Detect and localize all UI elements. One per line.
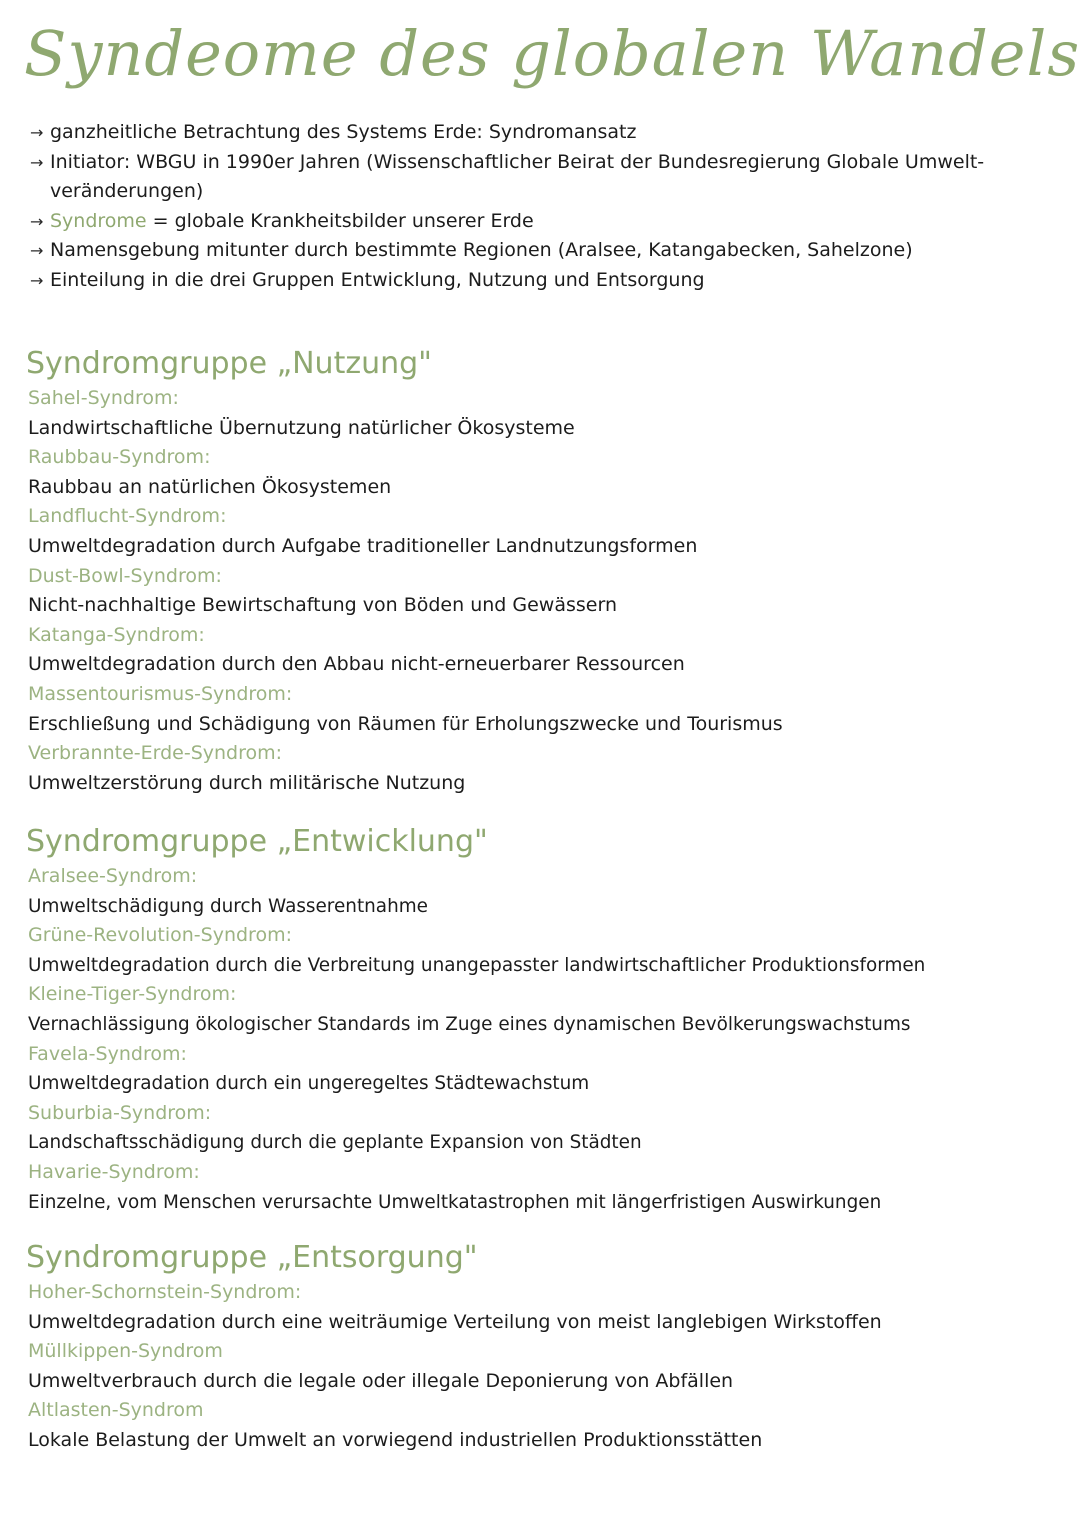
syndrome-description: Einzelne, vom Menschen verursachte Umweltkatastrophen mit längerfristigen Auswirkungen: [28, 1191, 882, 1213]
group-title: Syndromgruppe „Entsorgung": [26, 1240, 478, 1275]
intro-item: → Namensgebung mitunter durch bestimmte Regionen (Aralsee, Katangabecken, Sahelzone): [30, 236, 1065, 266]
syndrome-name: Verbrannte-Erde-Syndrom:: [28, 742, 283, 765]
syndrome-description: Umweltdegradation durch die Verbreitung unangepasster landwirtschaftlicher Produktionsformen: [28, 954, 926, 976]
arrow-right-icon: →: [30, 270, 44, 290]
arrow-right-icon: →: [30, 123, 44, 142]
syndrome-name: Havarie-Syndrom:: [28, 1160, 200, 1183]
syndrome-description: Umweltdegradation durch eine weiträumige Verteilung von meist langlebigen Wirkstoffen: [28, 1310, 882, 1333]
syndrome-description: Umweltdegradation durch den Abbau nicht-erneuerbarer Ressourcen: [28, 653, 685, 676]
syndrome-name: Suburbia-Syndrom:: [28, 1101, 212, 1124]
highlight-term: Syndrome: [50, 209, 147, 232]
intro-list: [30, 118, 1065, 295]
syndrome-description: Erschließung und Schädigung von Räumen für Erholungszwecke und Tourismus: [28, 712, 783, 735]
syndrome-name: Hoher-Schornstein-Syndrom:: [28, 1281, 302, 1303]
intro-item: → Syndrome = globale Krankheitsbilder unserer Erde: [30, 207, 1065, 237]
syndrome-description: Umweltschädigung durch Wasserentnahme: [28, 895, 428, 917]
syndrome-description: Nicht-nachhaltige Bewirtschaftung von Böden und Gewässern: [28, 594, 617, 617]
syndrome-description: Umweltdegradation durch Aufgabe traditioneller Landnutzungsformen: [28, 534, 698, 557]
intro-item: → Einteilung in die drei Gruppen Entwicklung, Nutzung und Entsorgung: [30, 266, 1065, 296]
syndrome-name: Raubbau-Syndrom:: [28, 446, 211, 469]
syndrome-description: Lokale Belastung der Umwelt an vorwiegend industriellen Produktionsstätten: [28, 1428, 763, 1451]
syndrome-name: Aralsee-Syndrom:: [28, 865, 198, 887]
syndrome-name: Grüne-Revolution-Syndrom:: [28, 924, 292, 947]
syndrome-group-nutzung: [26, 344, 1066, 798]
syndrome-name: Landflucht-Syndrom:: [28, 505, 227, 528]
syndrome-group-entsorgung: [26, 1238, 1066, 1456]
arrow-right-icon: →: [30, 241, 44, 261]
syndrome-group-entwicklung: [26, 822, 1066, 1217]
syndrome-description: Umweltzerstörung durch militärische Nutzung: [28, 771, 466, 794]
syndrome-name: Sahel-Syndrom:: [28, 387, 179, 409]
syndrome-name: Altlasten-Syndrom: [28, 1399, 204, 1422]
intro-item: → ganzheitliche Betrachtung des Systems Erde: Syndromansatz: [30, 118, 1065, 148]
group-title: Syndromgruppe „Nutzung": [26, 346, 432, 381]
syndrome-description: Umweltdegradation durch ein ungeregeltes Städtewachstum: [28, 1073, 590, 1095]
syndrome-name: Massentourismus-Syndrom:: [28, 682, 293, 705]
syndrome-name: Dust-Bowl-Syndrom:: [28, 564, 222, 587]
arrow-right-icon: →: [30, 211, 44, 231]
syndrome-description: Vernachlässigung ökologischer Standards im Zuge eines dynamischen Bevölkerungswachstums: [28, 1013, 911, 1035]
arrow-right-icon: →: [30, 152, 44, 172]
syndrome-description: Landwirtschaftliche Übernutzung natürlicher Ökosysteme: [28, 416, 575, 439]
syndrome-description: Umweltverbrauch durch die legale oder illegale Deponierung von Abfällen: [28, 1369, 734, 1392]
group-title: Syndromgruppe „Entwicklung": [26, 824, 488, 859]
page-title: Syndeome des globalen Wandels: [24, 17, 1080, 90]
syndrome-name: Kleine-Tiger-Syndrom:: [28, 983, 237, 1006]
syndrome-description: Landschaftsschädigung durch die geplante Expansion von Städten: [28, 1132, 642, 1154]
intro-item: → Initiator: WBGU in 1990er Jahren (Wissenschaftlicher Beirat der Bundesregierung Globale Umwelt-veränderungen): [30, 148, 1065, 207]
syndrome-description: Raubbau an natürlichen Ökosystemen: [28, 475, 392, 498]
syndrome-name: Favela-Syndrom:: [28, 1042, 187, 1065]
syndrome-name: Katanga-Syndrom:: [28, 623, 205, 646]
syndrome-name: Müllkippen-Syndrom: [28, 1340, 223, 1363]
